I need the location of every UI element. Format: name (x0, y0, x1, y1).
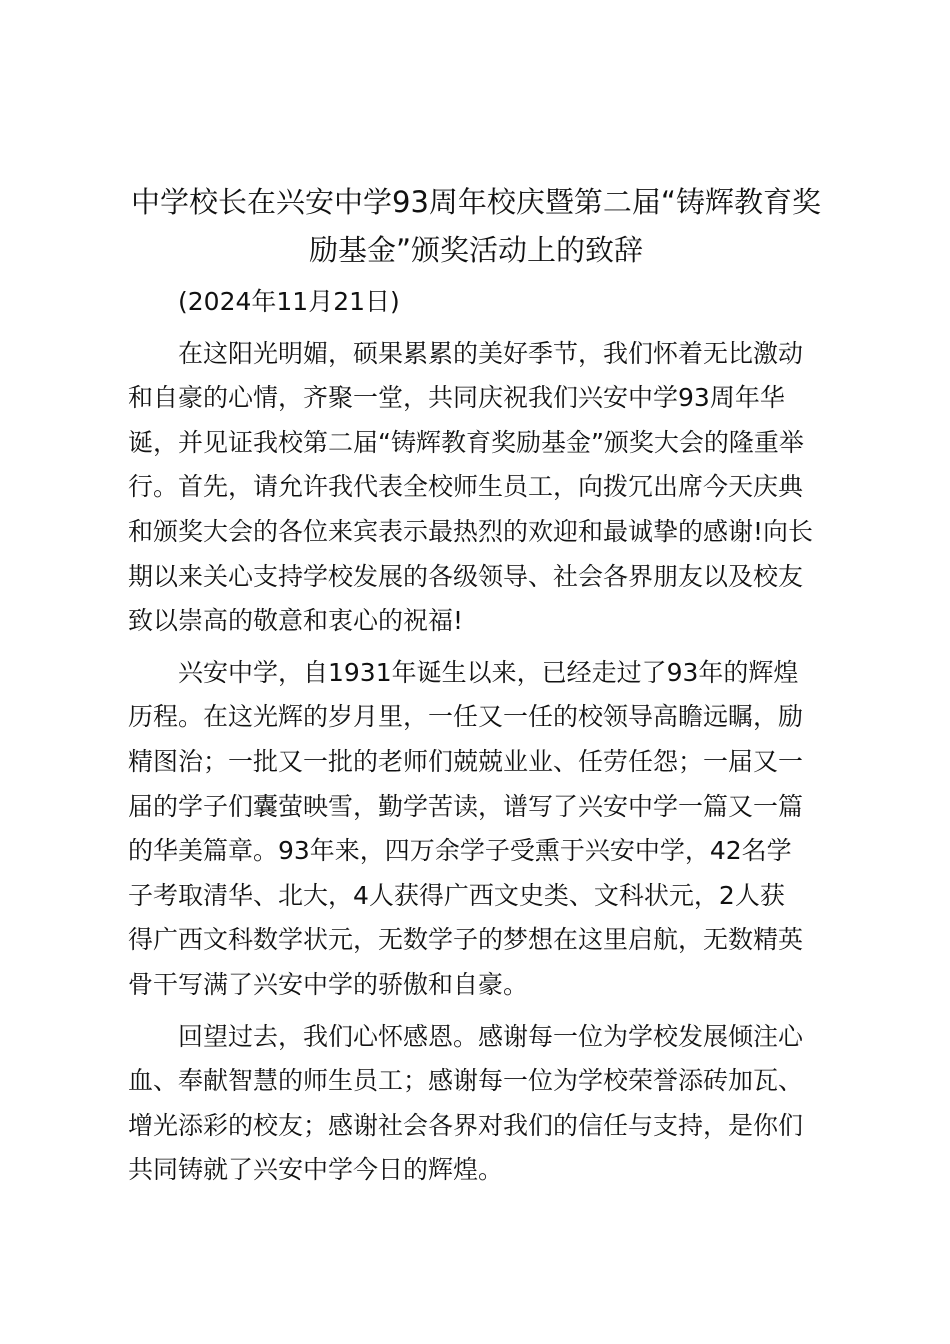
paragraph-line: 增光添彩的校友；感谢社会各界对我们的信任与支持，是你们 (128, 1110, 804, 1140)
paragraph-line: 诞，并见证我校第二届“铸辉教育奖励基金”颁奖大会的隆重举 (128, 427, 804, 457)
paragraph-line: 血、奉献智慧的师生员工；感谢每一位为学校荣誉添砖加瓦、 (128, 1066, 804, 1096)
paragraph-line: 共同铸就了兴安中学今日的辉煌。 (128, 1155, 504, 1185)
document-body (128, 280, 840, 1193)
paragraph-line: 期以来关心支持学校发展的各级领导、社会各界朋友以及校友 (128, 561, 804, 591)
paragraph-line: 历程。在这光辉的岁月里，一任又一任的校领导高瞻远瞩，励 (128, 702, 804, 732)
paragraph-history (128, 644, 840, 1008)
paragraph-gratitude (128, 1008, 840, 1193)
paragraph-line: 和颁奖大会的各位来宾表示最热烈的欢迎和最诚挚的感谢!向长 (128, 516, 814, 546)
paragraph-line: 行。首先，请允许我代表全校师生员工，向拨冗出席今天庆典 (128, 472, 804, 502)
paragraph-line: 精图治；一批又一批的老师们兢兢业业、任劳任怨；一届又一 (128, 746, 804, 776)
paragraph-line: 得广西文科数学状元，无数学子的梦想在这里启航，无数精英 (128, 925, 804, 955)
document-title (120, 178, 832, 274)
paragraph-line: 在这阳光明媚，硕果累累的美好季节，我们怀着无比激动 (178, 338, 804, 368)
paragraph-line: 届的学子们囊萤映雪，勤学苦读，谱写了兴安中学一篇又一篇 (128, 791, 804, 821)
paragraph-line: 回望过去，我们心怀感恩。感谢每一位为学校发展倾注心 (178, 1021, 804, 1051)
title-line: 中学校长在兴安中学93周年校庆暨第二届“铸辉教育奖 (131, 185, 821, 219)
title-line: 励基金”颁奖活动上的致辞 (308, 233, 644, 267)
paragraph-line: 致以崇高的敬意和衷心的祝福! (128, 606, 464, 636)
speech-date: (2024年11月21日) (178, 287, 400, 316)
paragraph-line: 兴安中学，自1931年诞生以来，已经走过了93年的辉煌 (178, 657, 799, 687)
paragraph-line: 子考取清华、北大，4人获得广西文史类、文科状元，2人获 (128, 880, 785, 910)
paragraph-line: 的华美篇章。93年来，四万余学子受熏于兴安中学，42名学 (128, 836, 792, 866)
paragraph-opening (128, 325, 840, 644)
paragraph-line: 骨干写满了兴安中学的骄傲和自豪。 (128, 969, 529, 999)
paragraph-line: 和自豪的心情，齐聚一堂，共同庆祝我们兴安中学93周年华 (128, 383, 785, 413)
